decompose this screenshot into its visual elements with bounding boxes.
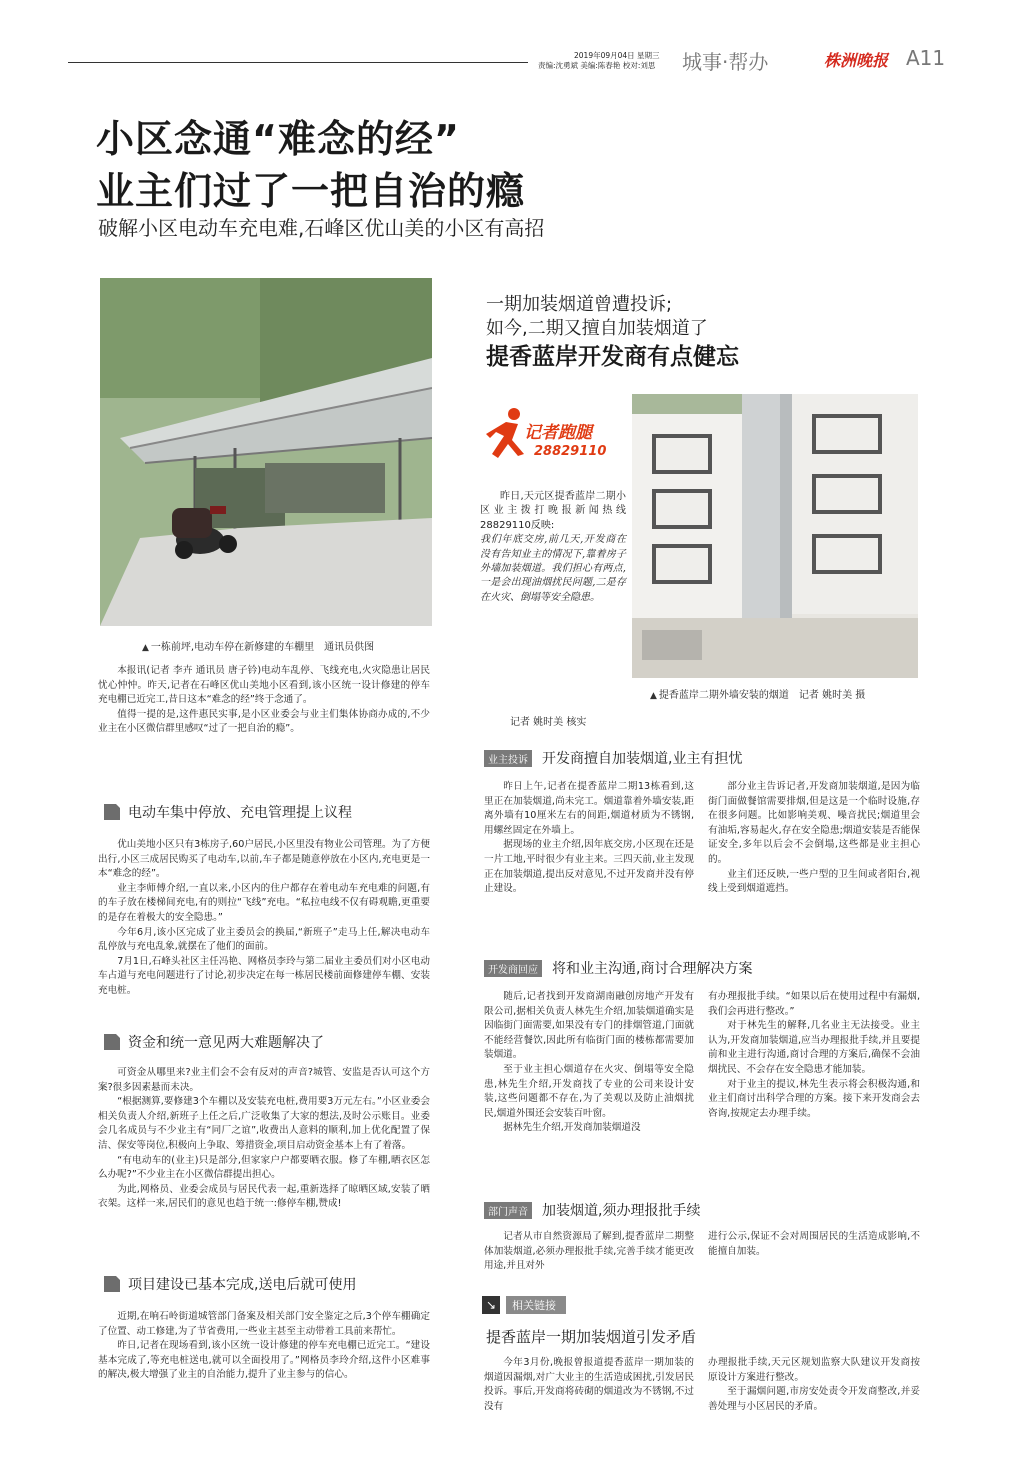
paragraph: 今年3月份,晚报曾报道提香蓝岸一期加装的烟道因漏烟,对广大业主的生活造成困扰,引发居民投诉。事后,开发商将砖砌的烟道改为不锈钢,不过没有 <box>484 1357 694 1412</box>
right-section2-col1 <box>484 990 694 1136</box>
section-name: 城事·帮办 <box>682 50 769 74</box>
section-tag: 部门声音 <box>484 1202 532 1219</box>
building-illustration <box>632 394 918 678</box>
right-section2-col2 <box>708 990 920 1121</box>
intro-plain: 昨日,天元区提香蓝岸二期小区业主拨打晚报新闻热线28829110反映: <box>480 491 626 531</box>
paragraph: 有办理报批手续。“如果以后在使用过程中有漏烟,我们会再进行整改。” <box>708 991 920 1017</box>
masthead <box>68 46 958 76</box>
paragraph: 为此,网格员、业委会成员与居民代表一起,重新选择了晾晒区域,安装了晒衣架。这样一来,居民们的意见也趋于统一:修停车棚,赞成! <box>98 1183 430 1210</box>
headline-line2: 业主们过了一把自治的瘾 <box>96 169 526 213</box>
paragraph: 昨日,记者在现场看到,该小区统一设计修建的停车充电棚已近完工。“建设基本完成了,等充电桩送电,就可以全面投用了。”网格员李玲介绍,这件小区难事的解决,极大增强了业主的自治能力,提升了业主参与的信心。 <box>98 1340 430 1381</box>
section-title: 资金和统一意见两大难题解决了 <box>128 1035 324 1051</box>
building-photo <box>632 394 918 678</box>
paragraph: 部分业主告诉记者,开发商加装烟道,是因为临街门面做餐馆需要排烟,但是这是一个临时设施,存在很多问题。比如影响美观、噪音扰民;烟道里会有油垢,容易起火,存在安全隐患;烟道安装是否能保证安全,多年以后会不会倒塌,这些都是业主担心的。 <box>708 781 920 865</box>
right-byline: 记者 姚时美 核实 <box>510 717 587 728</box>
masthead-editors: 责编:沈勇斌 美编:陈春艳 校对:刘思 <box>538 61 656 70</box>
left-section1-body <box>98 838 430 999</box>
right-title: 提香蓝岸开发商有点健忘 <box>486 343 739 370</box>
paragraph: “有电动车的(业主)只是部分,但家家户户都要晒衣服。修了车棚,晒衣区怎么办呢?”不少业主在小区微信群提出担心。 <box>98 1154 430 1181</box>
section-title: 将和业主沟通,商讨合理解决方案 <box>552 961 753 977</box>
paragraph: 至于漏烟问题,市房安处责令开发商整改,并妥善处理与小区居民的矛盾。 <box>708 1386 920 1412</box>
related-col1 <box>484 1356 694 1414</box>
paragraph: 办理报批手续,天元区规划监察大队建议开发商按原设计方案进行整改。 <box>708 1357 920 1383</box>
section-title: 电动车集中停放、充电管理提上议程 <box>128 805 352 821</box>
left-section3-head <box>104 1274 356 1294</box>
paragraph: 7月1日,石峰头社区主任冯艳、网格员李玲与第二届业主委员们对小区电动车占道与充电问题进行了讨论,初步决定在每一栋居民楼前面修建停车棚、安装充电桩。 <box>98 955 430 996</box>
right-section2-head <box>484 958 752 978</box>
right-section1-head <box>484 748 742 768</box>
paragraph: 据现场的业主介绍,因年底交房,小区现在还是一片工地,平时很少有业主来。三四天前,业主发现正在加装烟道,提出反对意见,不过开发商并没有停止建设。 <box>484 839 694 895</box>
left-section3-body <box>98 1310 430 1383</box>
masthead-date: 2019年09月04日 星期三 <box>574 51 660 60</box>
right-section1-col1 <box>484 780 694 897</box>
related-title: 提香蓝岸一期加装烟道引发矛盾 <box>486 1328 697 1346</box>
paragraph: 今年6月,该小区完成了业主委员会的换届,“新班子”走马上任,解决电动车乱停放与充电乱象,就摆在了他们的面前。 <box>98 926 430 953</box>
section-title: 项目建设已基本完成,送电后就可使用 <box>128 1277 357 1293</box>
paragraph: 对于业主的提议,林先生表示将会积极沟通,和业主们商讨出科学合理的方案。接下来开发商会去咨询,按规定去办理手续。 <box>708 1078 920 1119</box>
left-intro <box>98 664 430 737</box>
intro-quote: 我们年底交房,前几天,开发商在没有告知业主的情况下,靠着房子外墙加装烟道。我们担心有两点,一是会出现油烟扰民问题,二是存在火灾、倒塌等安全隐患。 <box>480 534 626 603</box>
paragraph: 业主们还反映,一些户型的卫生间或者阳台,视线上受到烟道遮挡。 <box>708 868 920 895</box>
paragraph: 优山美地小区只有3栋房子,60户居民,小区里没有物业公司管理。为了方便出行,小区三成居民购买了电动车,以前,车子都是随意停放在小区内,充电更是一本“难念的经”。 <box>98 839 430 880</box>
paragraph: 随后,记者找到开发商湖南融创房地产开发有限公司,据相关负责人林先生介绍,加装烟道确实是因临街门面需要,如果没有专门的排烟管道,门面就不能经营餐饮,因此所有临街门面的楼栋都需要加装烟道。 <box>484 991 694 1061</box>
right-kicker2: 如今,二期又擅自加装烟道了 <box>486 318 708 339</box>
right-section3-head <box>484 1200 700 1220</box>
carport-illustration <box>100 278 432 626</box>
caption-triangle-icon: ▲ <box>142 643 149 653</box>
section-title: 开发商擅自加装烟道,业主有担忧 <box>542 751 743 767</box>
paragraph: 本报讯(记者 李卉 通讯员 唐子钤)电动车乱停、飞线充电,火灾隐患让居民忧心忡忡。昨天,记者在石峰区优山美地小区看到,该小区统一设计修建的停车充电棚已近完工,昔日这本“难念的经”终于念通了。 <box>98 665 430 706</box>
section-title: 加装烟道,须办理报批手续 <box>542 1203 701 1219</box>
paragraph: 可资金从哪里来?业主们会不会有反对的声音?城管、安监是否认可这个方案?很多因素悬而未决。 <box>98 1067 430 1093</box>
hotline-logo <box>484 406 624 470</box>
left-section1-head <box>104 802 352 822</box>
carport-photo <box>100 278 432 626</box>
paragraph: 至于业主担心烟道存在火灾、倒塌等安全隐患,林先生介绍,开发商找了专业的公司来设计安装,这些问题都不存在,为了美观以及防止油烟扰民,烟道外围还会安装百叶窗。 <box>484 1063 694 1119</box>
section-tag: 业主投诉 <box>484 750 532 767</box>
hotline-label: 记者跑腿 <box>524 423 592 443</box>
hotline-number: 28829110 <box>534 444 607 459</box>
paragraph: 据林先生介绍,开发商加装烟道没 <box>503 1122 641 1134</box>
related-link-label <box>482 1296 566 1314</box>
paragraph: 昨日上午,记者在提香蓝岸二期13栋看到,这里正在加装烟道,尚未完工。烟道靠着外墙安装,距离外墙有10厘米左右的间距,烟道材质为不锈钢,用螺丝固定在外墙上。 <box>484 781 694 836</box>
section-tag: 开发商回应 <box>484 960 542 977</box>
paragraph: 近期,在响石岭街道城管部门备案及相关部门安全鉴定之后,3个停车棚确定了位置、动工修建,为了节省费用,一些业主甚至主动带着工具前来帮忙。 <box>98 1311 430 1337</box>
left-section2-body <box>98 1066 430 1212</box>
caption-text: 一栋前坪,电动车停在新修建的车棚里 通讯员供图 <box>150 642 375 653</box>
arrow-icon: ↘ <box>482 1296 500 1314</box>
page-number: A11 <box>906 46 946 70</box>
headline-line1: 小区念通“难念的经” <box>96 117 460 161</box>
section-marker-icon <box>104 804 120 820</box>
paragraph: 值得一提的是,这件惠民实事,是小区业委会与业主们集体协商办成的,不少业主在小区微信群里感叹“过了一把自治的瘾”。 <box>98 708 430 735</box>
paragraph: 业主李师傅介绍,一直以来,小区内的住户都存在着电动车充电难的问题,有的车子放在楼梯间充电,有的则拉“飞线”充电。“私拉电线不仅有碍观瞻,更重要的是存在着极大的安全隐患。” <box>98 882 430 923</box>
paragraph: 进行公示,保证不会对周围居民的生活造成影响,不能擅自加装。 <box>708 1231 920 1257</box>
paragraph: 记者从市自然资源局了解到,提香蓝岸二期整体加装烟道,必须办理报批手续,完善手续才能更改用途,并且对外 <box>484 1231 694 1272</box>
paragraph: 对于林先生的解释,几名业主无法接受。业主认为,开发商加装烟道,应当办理报批手续,并且要提前和业主进行沟通,商讨合理的方案后,确保不会油烟扰民、不会存在安全隐患才能加装。 <box>708 1020 920 1075</box>
right-section3-col2 <box>708 1230 920 1259</box>
building-photo-caption <box>650 686 865 701</box>
paragraph: “根据测算,要修建3个车棚以及安装充电桩,费用要3万元左右。”小区业委会相关负责人介绍,新班子上任之后,广泛收集了大家的想法,及时公示账目。业委会几名成员与不少业主有“同厂之谊”,收费出人意料的顺利,加上优化配置了保洁、保安等岗位,积极向上争取、筹措资金,项目启动资金基本上有了着落。 <box>98 1096 430 1151</box>
masthead-rule <box>68 62 528 63</box>
caption-text: 提香蓝岸二期外墙安装的烟道 记者 姚时美 摄 <box>658 690 866 701</box>
carport-photo-caption <box>142 638 374 653</box>
section-marker-icon <box>104 1034 120 1050</box>
right-intro <box>480 490 626 605</box>
related-label-text: 相关链接 <box>506 1296 566 1314</box>
headline-subtitle: 破解小区电动车充电难,石峰区优山美的小区有高招 <box>98 216 545 240</box>
right-section1-col2 <box>708 780 920 897</box>
paper-logo: 株洲晚报 <box>824 51 889 70</box>
right-section3-col1 <box>484 1230 694 1274</box>
right-kicker1: 一期加装烟道曾遭投诉; <box>486 294 673 315</box>
section-marker-icon <box>104 1276 120 1292</box>
left-section2-head <box>104 1032 324 1052</box>
related-col2 <box>708 1356 920 1414</box>
caption-triangle-icon: ▲ <box>650 691 657 701</box>
